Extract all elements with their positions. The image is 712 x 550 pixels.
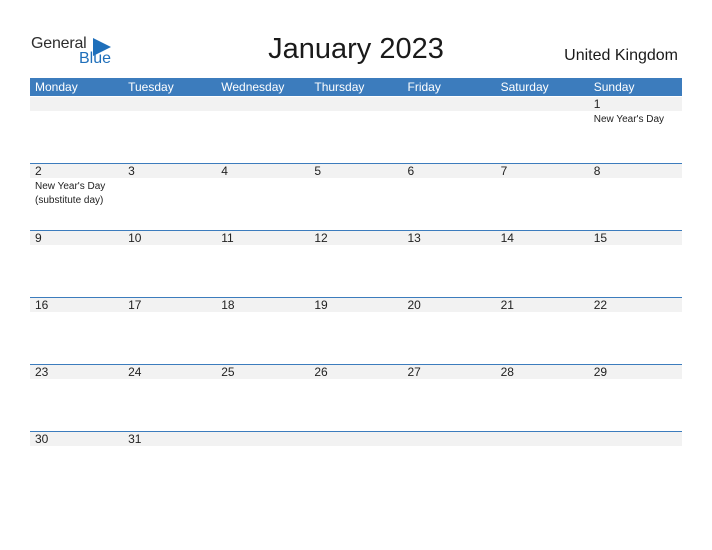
- day-cell: [309, 164, 402, 230]
- day-cell: [123, 164, 216, 230]
- logo-text-general: General: [31, 35, 87, 52]
- day-cell: [123, 97, 216, 163]
- day-cell: [309, 231, 402, 297]
- week-row: [30, 97, 682, 163]
- day-number: 16: [35, 298, 49, 312]
- day-number: 9: [35, 231, 42, 245]
- weekday-friday: Friday: [407, 80, 441, 94]
- day-number: [221, 97, 309, 111]
- day-cell: [403, 365, 496, 431]
- day-cell: [30, 231, 123, 297]
- day-number: 29: [593, 365, 608, 379]
- day-number: 31: [128, 432, 142, 446]
- day-number: [501, 432, 589, 446]
- holiday-label: New Year's Day: [593, 114, 665, 125]
- day-cell: [589, 164, 682, 230]
- day-number: [221, 432, 309, 446]
- day-number: 19: [314, 298, 328, 312]
- day-number: 10: [128, 231, 142, 245]
- page-title: January 2023: [268, 33, 444, 65]
- day-number: 20: [407, 298, 421, 312]
- day-cell: [589, 432, 682, 498]
- day-cell: [216, 164, 309, 230]
- day-number: 14: [500, 231, 514, 245]
- day-number: 8: [593, 164, 601, 178]
- day-number: [128, 97, 216, 111]
- weekday-header: [30, 78, 682, 96]
- day-cell: [30, 432, 123, 498]
- day-number: 12: [314, 231, 328, 245]
- day-cell: [30, 298, 123, 364]
- day-number: 21: [500, 298, 514, 312]
- day-cell: [496, 298, 589, 364]
- week-row: [30, 365, 682, 431]
- day-cell: [123, 432, 216, 498]
- day-cell: [309, 298, 402, 364]
- day-number: 26: [314, 365, 328, 379]
- day-number: [408, 97, 496, 111]
- day-cell: [403, 298, 496, 364]
- day-cell: [403, 231, 496, 297]
- day-number: [408, 432, 496, 446]
- week-row: [30, 231, 682, 297]
- day-cell: [589, 231, 682, 297]
- day-number: 15: [593, 231, 608, 245]
- day-number: 13: [407, 231, 421, 245]
- day-number: 1: [593, 97, 601, 111]
- day-cell: [123, 365, 216, 431]
- day-number: 23: [35, 365, 49, 379]
- day-number: 6: [407, 164, 415, 178]
- day-number: 2: [35, 164, 42, 178]
- day-cell: [496, 164, 589, 230]
- week-row: [30, 164, 682, 230]
- weekday-sunday: Sunday: [593, 80, 635, 94]
- day-number: 28: [500, 365, 514, 379]
- day-number: 25: [221, 365, 235, 379]
- weekday-saturday: Saturday: [500, 80, 549, 94]
- day-cell: [309, 97, 402, 163]
- weekday-wednesday: Wednesday: [221, 80, 285, 94]
- day-number: 3: [128, 164, 135, 178]
- day-cell: [496, 432, 589, 498]
- day-cell: [589, 298, 682, 364]
- day-cell: [123, 231, 216, 297]
- day-number: [501, 97, 589, 111]
- day-number: 30: [35, 432, 49, 446]
- day-cell: [403, 164, 496, 230]
- logo-text-blue: Blue: [79, 50, 112, 67]
- day-number: 27: [407, 365, 421, 379]
- weekday-monday: Monday: [35, 80, 78, 94]
- day-cell: [30, 97, 123, 163]
- day-cell: [589, 365, 682, 431]
- day-cell: [216, 365, 309, 431]
- day-number: 17: [128, 298, 142, 312]
- day-cell: [496, 365, 589, 431]
- day-number: 7: [500, 164, 508, 178]
- day-number: [35, 97, 123, 111]
- day-number: [594, 432, 682, 446]
- day-number: 22: [593, 298, 608, 312]
- day-cell: [216, 231, 309, 297]
- day-cell: [30, 164, 123, 230]
- day-number: 5: [314, 164, 322, 178]
- day-number: 24: [128, 365, 142, 379]
- day-cell: [309, 432, 402, 498]
- weekday-thursday: Thursday: [314, 80, 365, 94]
- day-cell: [403, 97, 496, 163]
- day-cell: [403, 432, 496, 498]
- day-number: [314, 97, 402, 111]
- day-cell: [123, 298, 216, 364]
- day-cell: [496, 97, 589, 163]
- day-number: 4: [221, 164, 228, 178]
- holiday-label: New Year's Day (substitute day): [35, 181, 106, 206]
- day-cell: [30, 365, 123, 431]
- day-cell: [216, 432, 309, 498]
- country-label: United Kingdom: [564, 47, 678, 64]
- day-cell: [589, 97, 682, 163]
- day-cell: [216, 298, 309, 364]
- day-cell: [309, 365, 402, 431]
- day-number: 18: [221, 298, 235, 312]
- day-cell: [216, 97, 309, 163]
- day-cell: [496, 231, 589, 297]
- week-row: [30, 298, 682, 364]
- day-number: [314, 432, 402, 446]
- weekday-tuesday: Tuesday: [128, 80, 174, 94]
- week-row: [30, 432, 682, 498]
- day-number: 11: [221, 231, 234, 245]
